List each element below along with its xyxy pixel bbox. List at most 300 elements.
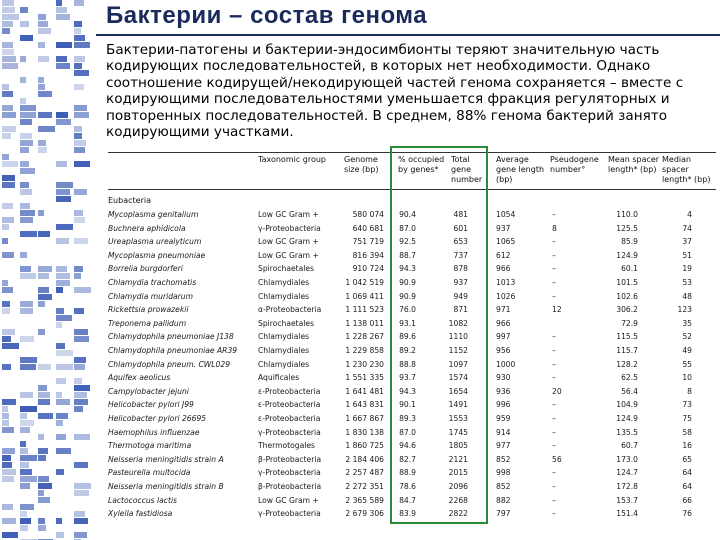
barcode-stripe: [74, 84, 84, 90]
barcode-stripe: [20, 77, 26, 83]
barcode-stripe: [74, 518, 88, 524]
barcode-stripe: [74, 217, 85, 223]
cell-organism: Borrelia burgdorferi: [108, 264, 183, 274]
cell-pct-occupied: 87.0: [399, 427, 416, 437]
cell-genome-size: 1 667 867: [345, 414, 384, 423]
cell-pseudogene-number: –: [552, 210, 556, 219]
barcode-stripe: [56, 378, 66, 384]
barcode-stripe: [2, 308, 10, 314]
cell-organism: Chlamydophila pneum. CWL029: [108, 359, 231, 369]
barcode-stripe: [2, 217, 14, 223]
cell-total-genes: 2822: [448, 509, 468, 519]
cell-genome-size: 816 394: [352, 250, 384, 260]
barcode-stripe: [56, 196, 71, 202]
cell-average-gene-length: 1054: [496, 210, 516, 219]
barcode-stripe: [74, 35, 85, 41]
cell-genome-size: 580 074: [352, 210, 384, 219]
barcode-stripe: [2, 49, 14, 55]
table-row: [108, 468, 716, 482]
cell-organism: Neisseria meningitidis strain B: [108, 482, 224, 491]
cell-total-genes: 949: [453, 291, 468, 301]
cell-mean-spacer-length: 101.5: [616, 278, 638, 287]
cell-pct-occupied: 87.0: [399, 223, 416, 233]
cell-pseudogene-number: –: [552, 495, 556, 505]
barcode-stripe: [2, 476, 14, 482]
cell-pseudogene-number: –: [552, 427, 556, 437]
cell-pseudogene-number: 12: [552, 305, 562, 315]
cell-total-genes: 1491: [448, 400, 468, 410]
table-row: [108, 278, 716, 292]
cell-pseudogene-number: –: [552, 441, 556, 451]
barcode-stripe: [20, 252, 27, 258]
barcode-stripe: [38, 448, 48, 454]
barcode-stripe: [74, 105, 87, 111]
barcode-stripe: [56, 266, 67, 272]
cell-total-genes: 653: [453, 237, 468, 247]
cell-pct-occupied: 93.7: [399, 373, 416, 383]
cell-total-genes: 1082: [448, 318, 468, 328]
cell-pseudogene-number: –: [552, 332, 556, 342]
cell-pct-occupied: 93.1: [399, 318, 416, 328]
barcode-stripe: [38, 287, 49, 293]
barcode-stripe: [20, 182, 29, 188]
cell-pseudogene-number: –: [552, 250, 556, 260]
cell-taxonomic-group: Chlamydiales: [258, 359, 310, 369]
barcode-stripe: [2, 532, 18, 538]
barcode-stripe: [74, 434, 90, 440]
barcode-stripe: [2, 42, 13, 48]
barcode-stripe: [56, 0, 62, 6]
cell-taxonomic-group: Low GC Gram +: [258, 495, 319, 505]
barcode-stripe: [2, 420, 9, 426]
barcode-stripe: [38, 490, 44, 496]
barcode-stripe: [56, 7, 67, 13]
group-label: Eubacteria: [108, 196, 151, 205]
cell-genome-size: 2 679 306: [345, 509, 384, 519]
cell-total-genes: 2096: [448, 482, 468, 491]
cell-taxonomic-group: Chlamydiales: [258, 291, 310, 301]
cell-mean-spacer-length: 124.9: [616, 250, 638, 260]
barcode-stripe: [20, 511, 27, 517]
cell-average-gene-length: 882: [496, 495, 511, 505]
cell-median-spacer-length: 76: [682, 509, 692, 519]
cell-average-gene-length: 966: [496, 318, 511, 328]
cell-organism: Ureaplasma urealyticum: [108, 237, 202, 247]
cell-mean-spacer-length: 151.4: [616, 509, 638, 519]
cell-taxonomic-group: Low GC Gram +: [258, 250, 319, 260]
barcode-stripe: [2, 105, 13, 111]
barcode-stripe: [56, 119, 71, 125]
cell-median-spacer-length: 10: [682, 373, 692, 383]
cell-pct-occupied: 90.9: [399, 278, 416, 287]
cell-organism: Chlamydia trachomatis: [108, 278, 197, 287]
cell-mean-spacer-length: 72.9: [621, 318, 638, 328]
cell-pct-occupied: 94.3: [399, 386, 416, 396]
cell-pseudogene-number: 8: [552, 223, 557, 233]
table-row: [108, 414, 716, 428]
cell-mean-spacer-length: 124.9: [616, 414, 638, 423]
cell-average-gene-length: 930: [496, 373, 511, 383]
barcode-stripe: [20, 420, 34, 426]
barcode-stripe: [38, 392, 50, 398]
table-row: [108, 387, 716, 401]
cell-average-gene-length: 1065: [496, 237, 516, 247]
barcode-stripe: [74, 364, 85, 370]
barcode-stripe: [56, 182, 73, 188]
cell-median-spacer-length: 123: [677, 305, 692, 315]
barcode-stripe: [38, 434, 44, 440]
barcode-stripe: [20, 147, 29, 153]
barcode-stripe: [2, 203, 13, 209]
barcode-stripe: [20, 364, 36, 370]
table-row: [108, 373, 716, 387]
cell-organism: Helicobacter pylori 26695: [108, 414, 207, 423]
barcode-stripe: [2, 364, 11, 370]
barcode-stripe: [2, 238, 8, 244]
cell-pseudogene-number: –: [552, 346, 556, 355]
barcode-stripe: [20, 56, 26, 62]
barcode-stripe: [74, 70, 89, 76]
table-header-rule: [108, 189, 716, 190]
barcode-stripe: [74, 210, 83, 216]
barcode-stripe: [74, 336, 89, 342]
cell-average-gene-length: 971: [496, 305, 511, 315]
table-row: [108, 400, 716, 414]
cell-organism: Neisseria meningitidis strain A: [108, 454, 224, 464]
barcode-stripe: [20, 133, 32, 139]
cell-average-gene-length: 997: [496, 332, 511, 342]
cell-median-spacer-length: 65: [682, 454, 692, 464]
table-row: [108, 346, 716, 360]
barcode-stripe: [20, 406, 37, 412]
cell-taxonomic-group: Low GC Gram +: [258, 210, 319, 219]
barcode-stripe: [38, 385, 47, 391]
barcode-stripe: [38, 525, 46, 531]
barcode-stripe: [56, 364, 73, 370]
barcode-stripe: [20, 336, 34, 342]
cell-pseudogene-number: –: [552, 278, 556, 287]
cell-organism: Mycoplasma genitalium: [108, 210, 199, 219]
header-mean-spacer-length: Mean spacer length* (bp): [608, 155, 660, 174]
cell-genome-size: 1 138 011: [345, 318, 384, 328]
cell-average-gene-length: 959: [496, 414, 511, 423]
barcode-stripe: [20, 217, 33, 223]
cell-organism: Haemophilus influenzae: [108, 427, 200, 437]
cell-organism: Lactococcus lactis: [108, 495, 178, 505]
cell-organism: Aquifex aeolicus: [108, 373, 171, 383]
barcode-stripe: [74, 112, 89, 118]
cell-pct-occupied: 88.8: [399, 359, 416, 369]
cell-mean-spacer-length: 172.8: [616, 482, 638, 491]
cell-genome-size: 1 228 267: [345, 332, 384, 342]
barcode-stripe: [2, 161, 18, 167]
barcode-stripe: [20, 448, 28, 454]
cell-taxonomic-group: α-Proteobacteria: [258, 305, 322, 315]
barcode-stripe: [38, 399, 50, 405]
cell-organism: Helicobacter pylori J99: [108, 400, 194, 410]
barcode-stripe: [38, 301, 45, 307]
cell-total-genes: 2015: [448, 468, 468, 478]
barcode-stripe: [74, 532, 87, 538]
barcode-stripe: [38, 112, 52, 118]
barcode-stripe: [20, 98, 26, 104]
barcode-stripe: [38, 413, 53, 419]
cell-organism: Thermotoga maritima: [108, 441, 192, 451]
cell-pct-occupied: 90.4: [399, 210, 416, 219]
cell-median-spacer-length: 51: [682, 250, 692, 260]
table-row: [108, 441, 716, 455]
barcode-stripe: [56, 63, 70, 69]
cell-organism: Xylella fastidiosa: [108, 509, 173, 519]
barcode-stripe: [20, 140, 33, 146]
barcode-stripe: [2, 469, 16, 475]
barcode-stripe: [20, 168, 35, 174]
cell-pct-occupied: 88.9: [399, 468, 416, 478]
cell-genome-size: 1 230 230: [345, 359, 384, 369]
cell-genome-size: 1 641 481: [345, 386, 384, 396]
cell-genome-size: 2 184 406: [345, 454, 384, 464]
barcode-stripe: [56, 518, 62, 524]
cell-total-genes: 737: [453, 250, 468, 260]
barcode-stripe: [20, 273, 36, 279]
barcode-stripe: [2, 280, 8, 286]
cell-pct-occupied: 89.6: [399, 332, 416, 342]
barcode-stripe: [74, 392, 87, 398]
cell-mean-spacer-length: 115.7: [616, 346, 638, 355]
barcode-stripe: [20, 441, 26, 447]
cell-pct-occupied: 94.6: [399, 441, 416, 451]
barcode-stripe: [74, 140, 86, 146]
barcode-stripe: [38, 210, 44, 216]
cell-pct-occupied: 94.3: [399, 264, 416, 274]
barcode-stripe: [74, 189, 87, 195]
cell-total-genes: 878: [453, 264, 468, 274]
barcode-stripe: [2, 287, 13, 293]
barcode-stripe: [38, 126, 55, 132]
cell-pseudogene-number: –: [552, 482, 556, 491]
cell-average-gene-length: 966: [496, 264, 511, 274]
barcode-stripe: [20, 266, 31, 272]
genome-table: [108, 152, 716, 524]
cell-organism: Pasteurella multocida: [108, 468, 191, 478]
barcode-stripe: [74, 378, 82, 384]
barcode-stripe: [20, 483, 30, 489]
barcode-stripe: [56, 273, 70, 279]
cell-pct-occupied: 90.1: [399, 400, 416, 410]
cell-taxonomic-group: Chlamydiales: [258, 278, 310, 287]
cell-taxonomic-group: Spirochaetales: [258, 264, 315, 274]
cell-total-genes: 871: [453, 305, 468, 315]
cell-total-genes: 1097: [448, 359, 468, 369]
cell-mean-spacer-length: 124.7: [616, 468, 638, 478]
cell-taxonomic-group: β-Proteobacteria: [258, 482, 322, 491]
cell-genome-size: 1 042 519: [345, 278, 384, 287]
cell-median-spacer-length: 49: [682, 346, 692, 355]
cell-taxonomic-group: γ-Proteobacteria: [258, 223, 321, 233]
barcode-stripe: [74, 63, 82, 69]
cell-median-spacer-length: 64: [682, 468, 692, 478]
table-row: [108, 264, 716, 278]
barcode-stripe: [56, 280, 70, 286]
cell-organism: Chlamydophila pneumoniae AR39: [108, 346, 238, 355]
cell-mean-spacer-length: 85.9: [621, 237, 638, 247]
cell-taxonomic-group: ε-Proteobacteria: [258, 414, 321, 423]
cell-taxonomic-group: γ-Proteobacteria: [258, 427, 321, 437]
barcode-stripe: [38, 84, 45, 90]
header-average-gene-length: Average gene length (bp): [496, 155, 545, 184]
barcode-stripe: [74, 357, 86, 363]
cell-mean-spacer-length: 104.9: [616, 400, 638, 410]
barcode-stripe: [56, 189, 70, 195]
barcode-stripe: [38, 21, 48, 27]
barcode-stripe: [2, 343, 19, 349]
cell-mean-spacer-length: 173.0: [616, 454, 638, 464]
barcode-stripe: [20, 231, 37, 237]
intro-paragraph: Бактерии-патогены и бактерии-эндосимбионты теряют значительную часть кодирующих последовательностей, в которых нет необходимости. Однако соотношение кодирущей/некодирующей частей генома сохраняется – вместе с кодирующими последовательностями уменьшается фракция регуляторных и повторенных последовательностей. В среднем, 88% генома бактерий занято кодирующими участками.: [106, 42, 684, 141]
cell-median-spacer-length: 66: [682, 495, 692, 505]
cell-total-genes: 1152: [448, 346, 468, 355]
barcode-stripe: [74, 161, 90, 167]
cell-total-genes: 2121: [448, 454, 468, 464]
header-pct-occupied: % occupied by genes*: [398, 155, 445, 174]
barcode-stripe: [74, 21, 82, 27]
barcode-stripe: [2, 406, 8, 412]
cell-organism: Rickettsia prowazekii: [108, 305, 189, 315]
barcode-stripe: [20, 161, 29, 167]
table-row: [108, 251, 716, 265]
cell-pct-occupied: 88.7: [399, 250, 416, 260]
cell-pseudogene-number: –: [552, 237, 556, 247]
cell-taxonomic-group: Thermotogales: [258, 441, 315, 451]
header-genome-size: Genome size (bp): [344, 155, 379, 174]
cell-pct-occupied: 83.9: [399, 509, 416, 519]
cell-mean-spacer-length: 60.7: [621, 441, 638, 451]
barcode-stripe: [56, 413, 68, 419]
table-row: [108, 428, 716, 442]
cell-average-gene-length: 936: [496, 386, 511, 396]
barcode-stripe: [20, 455, 37, 461]
barcode-stripe: [2, 518, 16, 524]
cell-taxonomic-group: Spirochaetales: [258, 318, 315, 328]
table-row: [108, 224, 716, 238]
cell-average-gene-length: 998: [496, 468, 511, 478]
cell-total-genes: 2268: [448, 495, 468, 505]
cell-median-spacer-length: 74: [682, 223, 692, 233]
cell-average-gene-length: 612: [496, 250, 511, 260]
barcode-stripe: [38, 364, 51, 370]
barcode-stripe: [2, 21, 13, 27]
barcode-stripe: [2, 182, 15, 188]
cell-organism: Mycoplasma pneumoniae: [108, 250, 206, 260]
header-taxonomic-group: Taxonomic group: [258, 155, 327, 164]
cell-average-gene-length: 797: [496, 509, 511, 519]
table-row: [108, 305, 716, 319]
barcode-stripe: [56, 448, 71, 454]
cell-median-spacer-length: 35: [682, 318, 692, 328]
cell-organism: Chlamydophila pneumoniae J138: [108, 332, 234, 342]
cell-average-gene-length: 937: [496, 223, 511, 233]
barcode-stripe: [74, 238, 88, 244]
barcode-stripe: [2, 14, 19, 20]
cell-median-spacer-length: 16: [682, 441, 692, 451]
barcode-stripe: [74, 399, 88, 405]
cell-median-spacer-length: 73: [682, 400, 692, 410]
cell-average-gene-length: 852: [496, 454, 511, 464]
barcode-stripe: [20, 21, 29, 27]
barcode-stripe: [2, 7, 15, 13]
barcode-stripe: [2, 301, 10, 307]
cell-median-spacer-length: 58: [682, 427, 692, 437]
cell-genome-size: 640 681: [352, 223, 384, 233]
barcode-stripe: [2, 91, 13, 97]
barcode-stripe: [74, 126, 82, 132]
cell-genome-size: 1 643 831: [345, 400, 384, 410]
barcode-stripe: [38, 329, 45, 335]
barcode-stripe: [74, 385, 90, 391]
cell-median-spacer-length: 64: [682, 482, 692, 491]
cell-genome-size: 910 724: [352, 264, 384, 274]
cell-taxonomic-group: Aquificales: [258, 373, 300, 383]
barcode-stripe: [20, 525, 28, 531]
cell-genome-size: 1 860 725: [345, 441, 384, 451]
barcode-stripe: [2, 133, 11, 139]
cell-average-gene-length: 914: [496, 427, 511, 437]
barcode-stripe: [2, 84, 9, 90]
barcode-stripe: [74, 287, 91, 293]
cell-total-genes: 481: [453, 210, 468, 219]
cell-pct-occupied: 82.7: [399, 454, 416, 464]
barcode-stripe: [56, 161, 67, 167]
barcode-stripe: [20, 518, 31, 524]
cell-genome-size: 1 830 138: [345, 427, 384, 437]
barcode-stripe: [38, 231, 50, 237]
barcode-stripe: [56, 112, 68, 118]
barcode-stripe: [20, 119, 32, 125]
cell-total-genes: 937: [453, 278, 468, 287]
barcode-stripe: [38, 140, 46, 146]
barcode-stripe: [38, 91, 52, 97]
cell-mean-spacer-length: 128.2: [616, 359, 638, 369]
barcode-stripe: [38, 497, 50, 503]
barcode-stripe: [2, 399, 16, 405]
barcode-stripe: [2, 154, 9, 160]
cell-pseudogene-number: –: [552, 400, 556, 410]
barcode-stripe: [20, 392, 33, 398]
table-row: [108, 455, 716, 469]
cell-genome-size: 2 257 487: [345, 468, 384, 478]
barcode-stripe: [20, 476, 37, 482]
cell-taxonomic-group: ε-Proteobacteria: [258, 400, 321, 410]
barcode-stripe: [74, 490, 89, 496]
cell-pseudogene-number: –: [552, 373, 556, 383]
barcode-stripe: [20, 462, 29, 468]
cell-genome-size: 1 551 335: [345, 373, 384, 383]
barcode-stripe: [74, 462, 88, 468]
barcode-stripe: [2, 448, 15, 454]
cell-pct-occupied: 90.9: [399, 291, 416, 301]
barcode-stripe: [2, 336, 11, 342]
table-row: [108, 292, 716, 306]
cell-mean-spacer-length: 125.5: [616, 223, 638, 233]
cell-mean-spacer-length: 115.5: [616, 332, 638, 342]
cell-average-gene-length: 1000: [496, 359, 516, 369]
cell-total-genes: 1654: [448, 386, 468, 396]
cell-genome-size: 1 111 523: [345, 305, 384, 315]
cell-average-gene-length: 956: [496, 346, 511, 355]
cell-total-genes: 1745: [448, 427, 468, 437]
barcode-stripe: [2, 56, 16, 62]
barcode-stripe: [20, 357, 37, 363]
